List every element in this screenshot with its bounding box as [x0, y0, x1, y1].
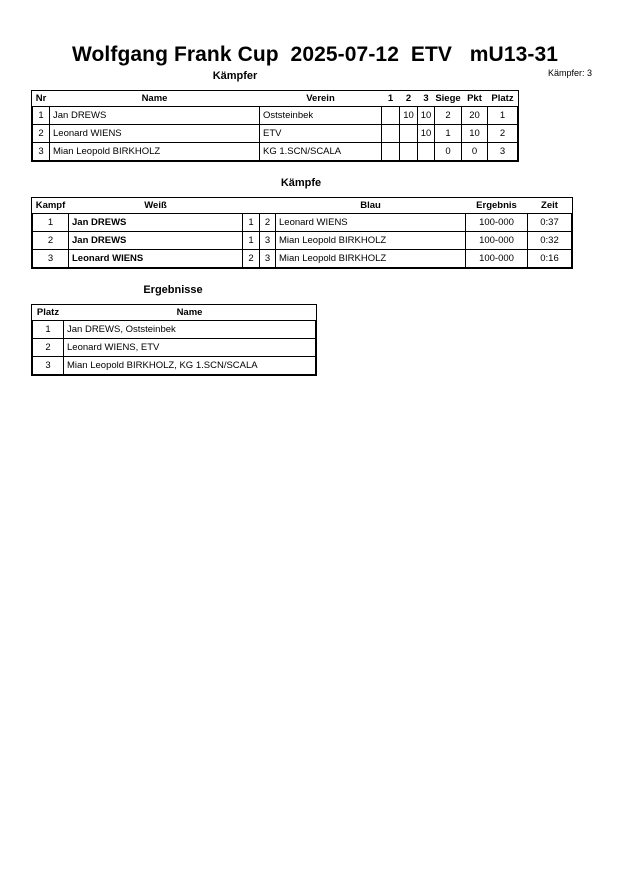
col-header: Ergebnis	[466, 198, 528, 214]
round-1	[382, 125, 400, 143]
table-row	[33, 339, 316, 357]
col-header: Blau	[276, 198, 466, 214]
fight-number: 1	[33, 214, 69, 232]
white-fighter: Leonard WIENS	[69, 250, 243, 268]
fighter-count: Kämpfer: 3	[548, 68, 593, 78]
table-row	[33, 143, 518, 161]
fights-table	[32, 198, 572, 268]
white-number: 1	[243, 214, 260, 232]
wins: 2	[435, 107, 462, 125]
col-header: Nr	[33, 91, 50, 107]
fight-time: 0:16	[528, 250, 572, 268]
blue-fighter: Mian Leopold BIRKHOLZ	[276, 250, 466, 268]
fighter-nr: 2	[33, 125, 50, 143]
round-3	[418, 143, 435, 161]
round-3: 10	[418, 125, 435, 143]
fighters-table	[32, 91, 518, 161]
round-3: 10	[418, 107, 435, 125]
wins: 0	[435, 143, 462, 161]
col-header: Kampf	[33, 198, 69, 214]
white-fighter: Jan DREWS	[69, 232, 243, 250]
fighter-club: Oststeinbek	[260, 107, 382, 125]
points: 20	[462, 107, 488, 125]
table-row	[33, 107, 518, 125]
page-title: Wolfgang Frank Cup 2025-07-12 ETV mU13-31	[71, 43, 559, 66]
result-place: 2	[33, 339, 64, 357]
points: 0	[462, 143, 488, 161]
fight-time: 0:37	[528, 214, 572, 232]
round-2	[400, 125, 418, 143]
table-row	[33, 357, 316, 375]
col-header: Zeit	[528, 198, 572, 214]
fighters-heading: Kämpfer	[212, 70, 258, 82]
fighter-nr: 3	[33, 143, 50, 161]
results-header-row	[33, 305, 316, 321]
white-number: 2	[243, 250, 260, 268]
fight-result: 100-000	[466, 214, 528, 232]
round-1	[382, 107, 400, 125]
table-row	[33, 321, 316, 339]
round-2	[400, 143, 418, 161]
col-header: 2	[400, 91, 418, 107]
col-header: Verein	[260, 91, 382, 107]
blue-number: 2	[260, 214, 276, 232]
place: 1	[488, 107, 518, 125]
blue-number: 3	[260, 250, 276, 268]
blue-fighter: Mian Leopold BIRKHOLZ	[276, 232, 466, 250]
fight-number: 3	[33, 250, 69, 268]
col-header: Name	[50, 91, 260, 107]
fighter-name: Mian Leopold BIRKHOLZ	[50, 143, 260, 161]
col-header: 1	[382, 91, 400, 107]
points: 10	[462, 125, 488, 143]
table-row	[33, 232, 572, 250]
round-2: 10	[400, 107, 418, 125]
result-place: 1	[33, 321, 64, 339]
col-header: Weiß	[69, 198, 243, 214]
fight-result: 100-000	[466, 250, 528, 268]
results-table	[32, 305, 316, 375]
result-name: Mian Leopold BIRKHOLZ, KG 1.SCN/SCALA	[64, 357, 316, 375]
blue-number: 3	[260, 232, 276, 250]
col-header: Platz	[488, 91, 518, 107]
round-1	[382, 143, 400, 161]
white-fighter: Jan DREWS	[69, 214, 243, 232]
col-header: Name	[64, 305, 316, 321]
col-header: 3	[418, 91, 435, 107]
fight-result: 100-000	[466, 232, 528, 250]
col-header: Platz	[33, 305, 64, 321]
place: 3	[488, 143, 518, 161]
col-header: Siege	[435, 91, 462, 107]
fighter-club: ETV	[260, 125, 382, 143]
wins: 1	[435, 125, 462, 143]
blue-fighter: Leonard WIENS	[276, 214, 466, 232]
result-name: Leonard WIENS, ETV	[64, 339, 316, 357]
fights-heading: Kämpfe	[280, 177, 322, 189]
fighter-nr: 1	[33, 107, 50, 125]
fighters-header-row	[33, 91, 518, 107]
result-name: Jan DREWS, Oststeinbek	[64, 321, 316, 339]
table-row	[33, 214, 572, 232]
results-heading: Ergebnisse	[143, 284, 203, 296]
fight-number: 2	[33, 232, 69, 250]
place: 2	[488, 125, 518, 143]
white-number: 1	[243, 232, 260, 250]
fight-time: 0:32	[528, 232, 572, 250]
col-header: Pkt	[462, 91, 488, 107]
result-place: 3	[33, 357, 64, 375]
fights-header-row	[33, 198, 572, 214]
fighter-club: KG 1.SCN/SCALA	[260, 143, 382, 161]
fighter-name: Leonard WIENS	[50, 125, 260, 143]
table-row	[33, 250, 572, 268]
fighter-name: Jan DREWS	[50, 107, 260, 125]
table-row	[33, 125, 518, 143]
